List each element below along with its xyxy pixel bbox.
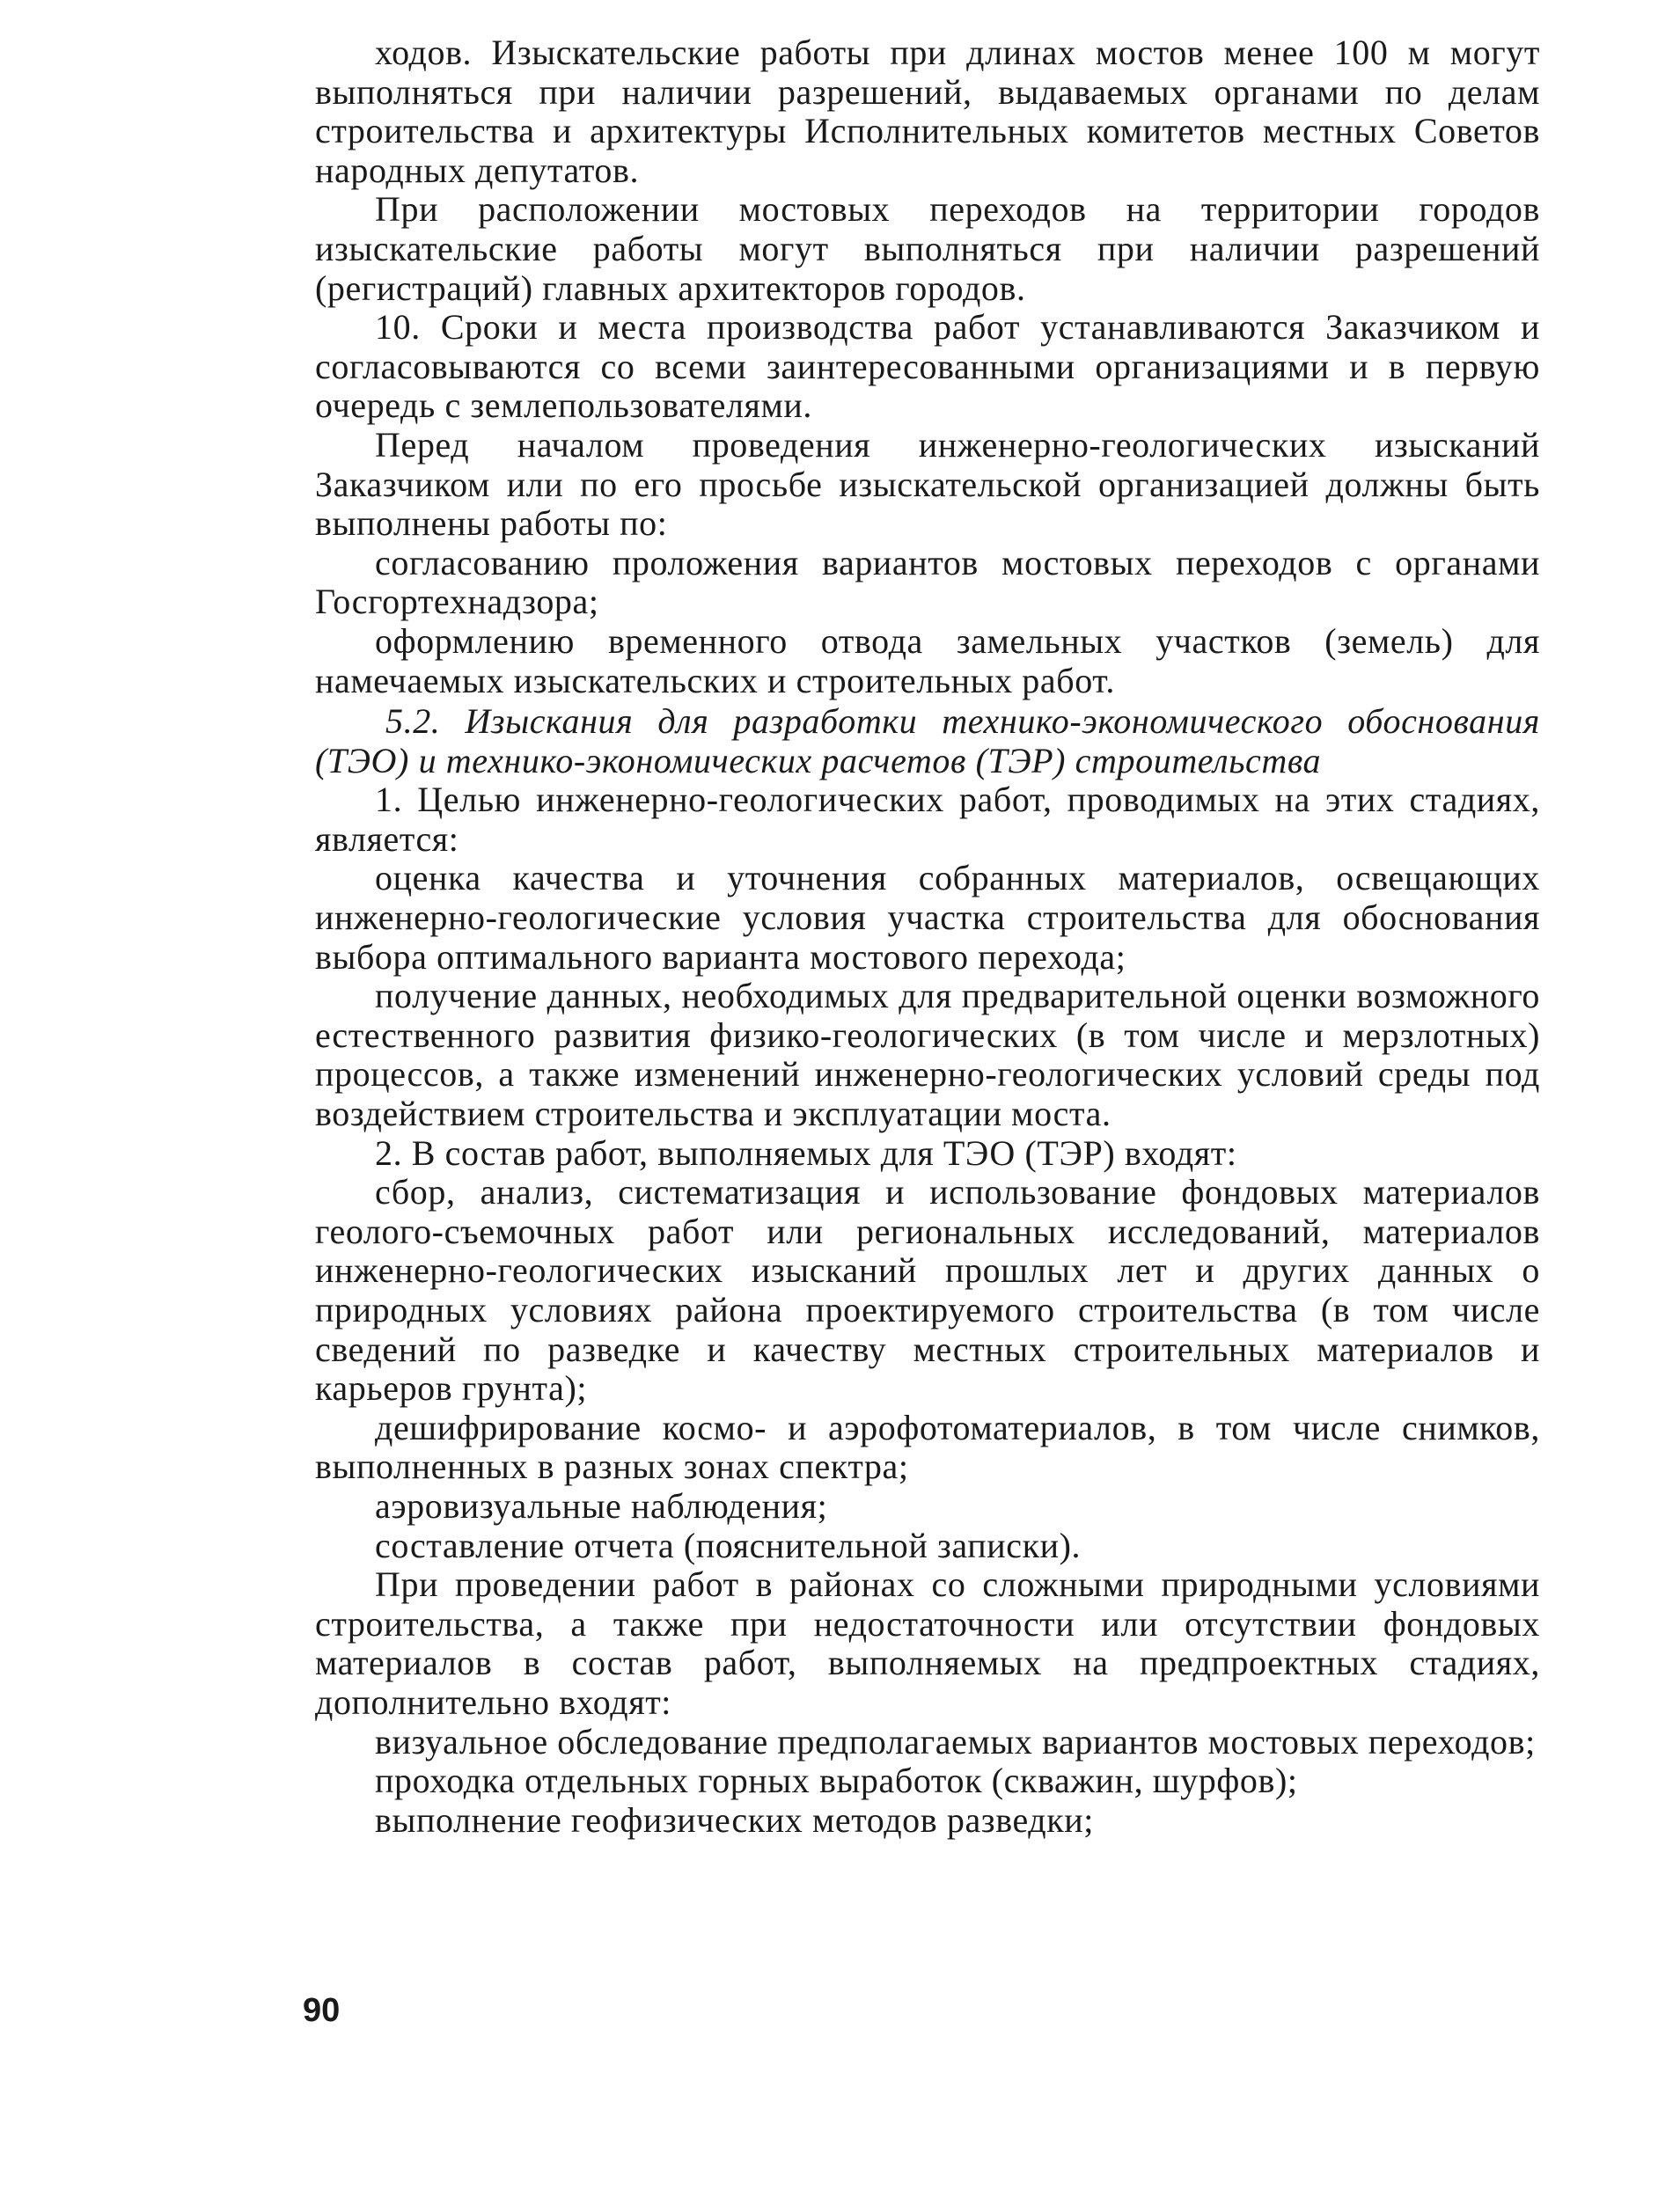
section-heading: 5.2. Изыскания для разработки технико-экономического обоснования (ТЭО) и технико-экономических расчетов (ТЭР) строительства — [315, 701, 1540, 780]
paragraph: 2. В состав работ, выполняемых для ТЭО (ТЭР) входят: — [375, 1132, 1237, 1173]
paragraph: составление отчета (пояснительной записки). — [375, 1525, 1082, 1565]
paragraph: дешифрирование космо- и аэрофотоматериалов, в том числе снимков, выполненных в разных зонах спектра; — [315, 1407, 1540, 1487]
paragraph: аэровизуальные наблюдения; — [375, 1485, 828, 1526]
paragraph: выполнение геофизических методов разведки; — [375, 1799, 1094, 1840]
paragraph: сбор, анализ, систематизация и использование фондовых материалов геолого-съемочных работ или региональных исследований, материалов инженерно-геологических изысканий прошлых лет и других данных о природных условиях района проектируемого строительства (в том числе сведений по разведке и качеству местных строительных материалов и карьеров грунта); — [315, 1172, 1540, 1409]
body-text — [315, 33, 1540, 1840]
paragraph: При расположении мостовых переходов на территории городов изыскательские работы могут выполняться при наличии разрешений (регистраций) главных архитекторов городов. — [315, 189, 1540, 308]
paragraph: проходка отдельных горных выработок (скважин, шурфов); — [375, 1761, 1298, 1801]
paragraph: Перед началом проведения инженерно-геологических изысканий Заказчиком или по его просьбе изыскательской организацией должны быть выполнены работы по: — [315, 424, 1540, 544]
paragraph: визуальное обследование предполагаемых вариантов мостовых переходов; — [375, 1721, 1536, 1762]
paragraph: 1. Целью инженерно-геологических работ, проводимых на этих стадиях, является: — [315, 780, 1540, 859]
paragraph: ходов. Изыскательские работы при длинах мостов менее 100 м могут выполняться при наличии разрешений, выдаваемых органами по делам строительства и архитектуры Исполнительных комитетов местных Советов народных депутатов. — [315, 33, 1540, 190]
paragraph: получение данных, необходимых для предварительной оценки возможного естественного развития физико-геологических (в том числе и мерзлотных) процессов, а также изменений инженерно-геологических условий среды под воздействием строительства и эксплуатации моста. — [315, 976, 1540, 1134]
paragraph: 10. Сроки и места производства работ устанавливаются Заказчиком и согласовываются со всеми заинтересованными организациями и в первую очередь с землепользователями. — [315, 307, 1540, 426]
paragraph: оценка качества и уточнения собранных материалов, освещающих инженерно-геологические условия участка строительства для обоснования выбора оптимального варианта мостового перехода; — [315, 858, 1540, 977]
paragraph: При проведении работ в районах со сложными природными условиями строительства, а также при недостаточности или отсутствии фондовых материалов в состав работ, выполняемых на предпроектных стадиях, дополнительно входят: — [315, 1564, 1540, 1722]
paragraph: согласованию проложения вариантов мостовых переходов с органами Госгортехнадзора; — [315, 542, 1540, 622]
page-number: 90 — [303, 1992, 341, 2029]
paragraph: оформлению временного отвода замельных участков (земель) для намечаемых изыскательских и строительных работ. — [315, 620, 1540, 700]
